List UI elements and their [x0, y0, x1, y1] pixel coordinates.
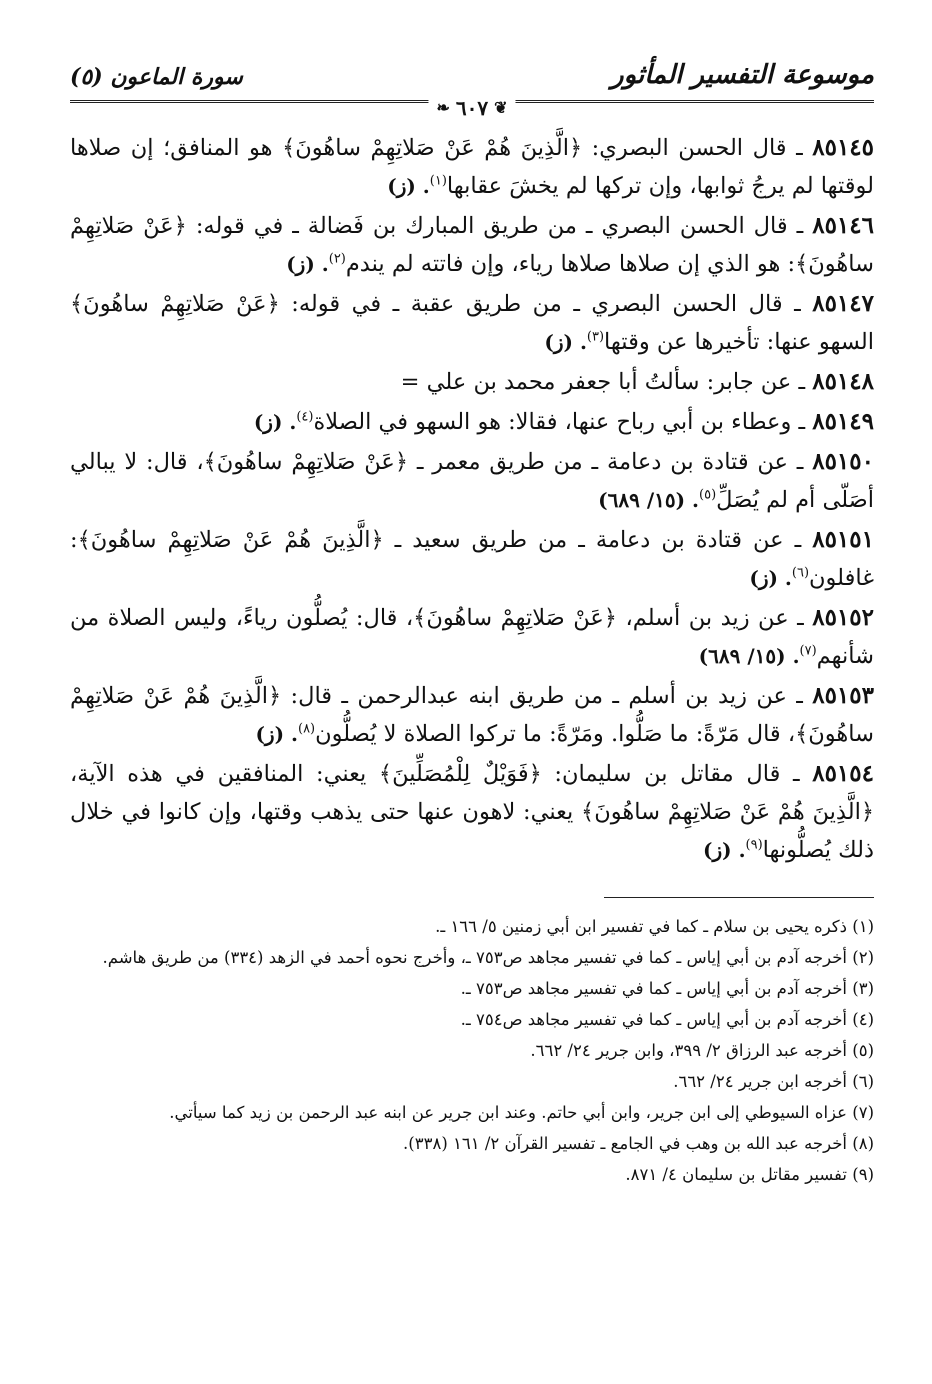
narration-entry: [70, 677, 874, 753]
page-header: [70, 56, 874, 120]
entry-text: ـ قال الحسن البصري: ﴿الَّذِينَ هُمْ عَنْ صَلاتِهِمْ ساهُونَ﴾ هو المنافق؛ إن صلاها لوقتها لم يرجُ ثوابها، وإن تركها لم يخشَ عقابها: [70, 135, 874, 199]
narration-entry: [70, 129, 874, 205]
entry-text: ـ عن قتادة بن دعامة ـ من طريق معمر ـ ﴿عَنْ صَلاتِهِمْ ساهُونَ﴾، قال: لا يبالي أصَلّى أم لم يُصَلِّ: [70, 449, 874, 513]
narration-entry: [70, 363, 874, 401]
entry-number: ٨٥١٤٥: [812, 134, 875, 161]
book-title: موسوعة التفسير المأثور: [611, 60, 874, 90]
footnote-divider: [604, 897, 874, 898]
narration-entry: [70, 755, 874, 869]
entry-number: ٨٥١٥٤: [812, 760, 874, 787]
footnote: (٩) تفسير مقاتل بن سليمان ٤/ ٨٧١.: [625, 1165, 874, 1184]
footnote-ref: (٥): [699, 487, 717, 503]
entry-number: ٨٥١٥٠: [812, 448, 874, 475]
entry-tag: . (ز): [387, 174, 430, 198]
entry-tag: . (١٥/ ٦٨٩): [698, 644, 800, 668]
entry-tag: . (ز): [255, 722, 298, 746]
entry-number: ٨٥١٤٦: [812, 212, 874, 239]
entry-text: ـ عن زيد بن أسلم ـ من طريق ابنه عبدالرحمن ـ قال: ﴿الَّذِينَ هُمْ عَنْ صَلاتِهِمْ ساهُونَ﴾، قال مَرّةً: ما صَلُّوا. ومَرّةً: ما تركوا الصلاة لا يُصلُّون: [70, 683, 874, 747]
entry-tag: . (ز): [544, 330, 587, 354]
entry-text: ـ وعطاء بن أبي رباح عنها، فقالا: هو السهو في الصلاة: [313, 409, 806, 435]
footnote: (٢) أخرجه آدم بن أبي إياس ـ كما في تفسير مجاهد ص٧٥٣ ـ، وأخرج نحوه أحمد في الزهد (٣٣٤) من طريق هاشم.: [102, 948, 874, 967]
entry-tag: . (ز): [253, 410, 297, 434]
footnote-ref: (٦): [791, 565, 810, 581]
entry-tag: . (ز): [749, 566, 792, 590]
footnote-ref: (٧): [799, 643, 817, 659]
footnote: (٣) أخرجه آدم بن أبي إياس ـ كما في تفسير مجاهد ص٧٥٣ ـ.: [460, 979, 874, 998]
footnote: (٧) عزاه السيوطي إلى ابن جرير، وابن أبي حاتم. وعند ابن جرير عن ابنه عبد الرحمن بن زيد كما سيأتي.: [169, 1103, 874, 1122]
page-number: ٦٠٧: [455, 96, 489, 120]
footnotes: [70, 912, 874, 1189]
ornament-right-icon: ❦: [494, 98, 508, 117]
entry-text: ـ عن قتادة بن دعامة ـ من طريق سعيد ـ ﴿الَّذِينَ هُمْ عَنْ صَلاتِهِمْ ساهُونَ﴾: غافلون: [70, 527, 874, 591]
ornament-left-icon: ❧: [436, 98, 450, 117]
entry-text: ـ قال مقاتل بن سليمان: ﴿فَوَيْلٌ لِلْمُصَلِّينَ﴾ يعني: المنافقين في هذه الآية، ﴿الَّذِينَ هُمْ عَنْ صَلاتِهِمْ ساهُونَ﴾ يعني: لاهون عنها حتى يذهب وقتها، وإن كانوا في خلال ذلك يُصلُّونها: [70, 761, 874, 863]
footnote: (٤) أخرجه آدم بن أبي إياس ـ كما في تفسير مجاهد ص٧٥٤ ـ.: [460, 1010, 874, 1029]
entry-number: ٨٥١٤٩: [812, 408, 874, 435]
footnote: (١) ذكره يحيى بن سلام ـ كما في تفسير ابن أبي زمنين ٥/ ١٦٦ ـ.: [435, 917, 874, 936]
footnote: (٥) أخرجه عبد الرزاق ٢/ ٣٩٩، وابن جرير ٢٤/ ٦٦٢.: [530, 1041, 874, 1060]
footnote-ref: (١): [429, 173, 447, 189]
entry-number: ٨٥١٤٧: [812, 290, 874, 317]
footnote: (٦) أخرجه ابن جرير ٢٤/ ٦٦٢.: [673, 1072, 874, 1091]
entry-tag: . (ز): [286, 252, 329, 276]
entry-number: ٨٥١٤٨: [812, 368, 874, 395]
narration-entry: [70, 443, 874, 519]
entry-tag: . (ز): [703, 838, 746, 862]
footnote-ref: (٨): [297, 721, 316, 737]
narration-entry: [70, 521, 874, 597]
entry-text: ـ عن جابر: سألتُ أبا جعفر محمد بن علي =: [400, 369, 806, 395]
page-number-group: [428, 98, 515, 118]
entry-text: ـ قال الحسن البصري ـ من طريق المبارك بن فَضالة ـ في قوله: ﴿عَنْ صَلاتِهِمْ ساهُونَ﴾: هو الذي إن صلاها صلاها رياء، وإن فاتته لم يندم: [70, 213, 874, 277]
narration-entry: [70, 207, 874, 283]
footnote-ref: (٤): [296, 409, 314, 425]
footnote-ref: (٣): [586, 329, 605, 345]
entry-number: ٨٥١٥١: [812, 526, 874, 553]
entry-number: ٨٥١٥٢: [812, 604, 874, 631]
entry-text: ـ عن زيد بن أسلم، ﴿عَنْ صَلاتِهِمْ ساهُونَ﴾، قال: يُصلُّون رياءً، وليس الصلاة من شأنهم: [70, 605, 874, 669]
narration-list: [70, 129, 874, 869]
footnote: (٨) أخرجه عبد الله بن وهب في الجامع ـ تفسير القرآن ٢/ ١٦١ (٣٣٨).: [403, 1134, 874, 1153]
document-page: [70, 56, 874, 1344]
footnote-ref: (٢): [328, 251, 346, 267]
footnote-ref: (٩): [745, 837, 763, 853]
entry-tag: . (١٥/ ٦٨٩): [598, 488, 700, 512]
narration-entry: [70, 285, 874, 361]
narration-entry: [70, 599, 874, 675]
entry-text: ـ قال الحسن البصري ـ من طريق عقبة ـ في قوله: ﴿عَنْ صَلاتِهِمْ ساهُونَ﴾ السهو عنها: تأخيرها عن وقتها: [70, 291, 874, 355]
entry-number: ٨٥١٥٣: [812, 682, 874, 709]
narration-entry: [70, 403, 874, 441]
surah-title: سورة الماعون (٥): [70, 64, 243, 90]
